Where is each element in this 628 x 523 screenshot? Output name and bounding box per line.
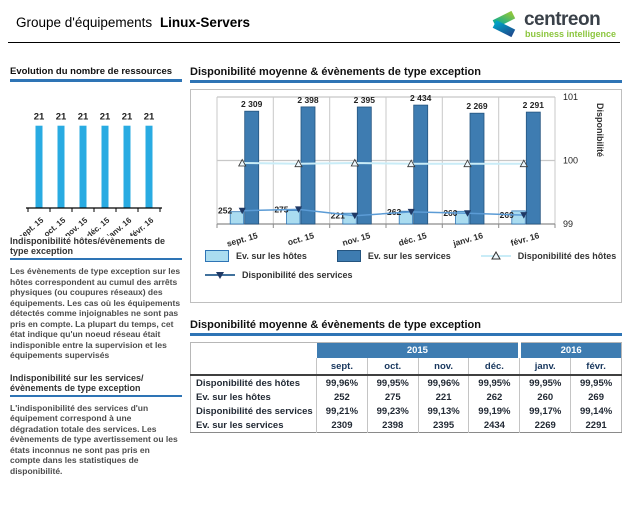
legend-item (481, 250, 617, 262)
row-label: Ev. sur les services (196, 419, 284, 431)
services-bar-value: 2 398 (297, 94, 319, 105)
services-bar-value: 2 269 (466, 101, 488, 112)
table-cell: 99,23% (367, 404, 418, 418)
table-corner-cell (191, 343, 317, 359)
month-header-cell: janv. (520, 358, 571, 375)
centreon-chevron-icon (488, 9, 518, 39)
resource-x-label: janv. 16 (105, 215, 134, 236)
month-header-row (191, 358, 622, 375)
logo-brand: centreon (523, 8, 601, 30)
legend-label: Disponibilité des services (242, 270, 353, 280)
resource-x-label: sept. 15 (16, 215, 46, 236)
x-axis-label: févr. 16 (509, 230, 541, 248)
table-section (190, 319, 622, 433)
table-cell: 252 (317, 390, 368, 404)
table-cell: 275 (367, 390, 418, 404)
table-cell: 2398 (367, 418, 418, 433)
table-row (191, 390, 622, 404)
line-triangle-up (242, 163, 524, 164)
services-bar-value: 2 309 (241, 99, 263, 110)
table-row (191, 418, 622, 433)
services-unavailability-text: L'indisponibilité des services d'un équipement correspond à une dégradation totale des services. Les évènements de type avertissement ou les états inconnus ne sont pas pris en compte dans les statistiques de disponibilité. (10, 402, 178, 476)
hosts-bar-value: 260 (443, 208, 458, 219)
legend-item (337, 250, 451, 262)
resource-bar-value: 21 (99, 111, 111, 123)
availability-table-body (191, 375, 622, 433)
table-cell: 2309 (317, 418, 368, 433)
month-header-cell: févr. (571, 358, 622, 375)
resource-bar-value: 21 (55, 111, 67, 123)
bar-ev-services (470, 113, 484, 224)
availability-table (190, 342, 622, 433)
resource-x-label: déc. 15 (84, 215, 112, 236)
table-cell: 99,95% (520, 375, 571, 390)
right-axis-label: Disponibilité (595, 103, 605, 157)
legend-label: Ev. sur les hôtes (236, 251, 307, 261)
resource-bar-value: 21 (143, 111, 155, 123)
month-header-cell: sept. (317, 358, 368, 375)
x-axis-label: déc. 15 (397, 230, 428, 248)
table-section-title: Disponibilité moyenne & évènements de type exception (190, 319, 622, 336)
resources-bar-chart (10, 84, 182, 236)
table-cell: 99,13% (418, 404, 469, 418)
availability-combo-chart (191, 90, 621, 253)
row-label: Ev. sur les hôtes (196, 391, 271, 403)
right-axis-tick: 100 (563, 155, 579, 166)
table-cell: 2434 (469, 418, 520, 433)
right-axis-tick: 101 (563, 92, 579, 102)
page-title-object: Linux-Servers (159, 15, 250, 30)
hosts-bar-value: 221 (330, 210, 345, 221)
resource-bar (58, 126, 65, 208)
table-cell: 99,95% (571, 375, 622, 390)
year-header-cell: 2015 (317, 343, 520, 359)
table-cell: 99,96% (418, 375, 469, 390)
row-label: Disponibilité des hôtes (196, 377, 300, 389)
table-cell: 2269 (520, 418, 571, 433)
services-bar-value: 2 434 (410, 93, 432, 104)
services-unavailability-heading: Indisponibilité sur les services/ évènements de type exception (10, 373, 182, 397)
header-divider (8, 42, 620, 43)
x-axis-label: nov. 15 (341, 230, 372, 248)
table-cell: 99,17% (520, 404, 571, 418)
table-cell: 99,96% (317, 375, 368, 390)
legend-row (205, 250, 615, 262)
resources-bar-chart-svg (10, 84, 180, 236)
table-row (191, 375, 622, 390)
resource-bar (36, 126, 43, 208)
year-header-row (191, 343, 622, 359)
table-cell: 221 (418, 390, 469, 404)
table-cell: 269 (571, 390, 622, 404)
table-row (191, 404, 622, 418)
bar-ev-services (357, 107, 371, 224)
right-axis-tick: 99 (563, 219, 574, 229)
centreon-logo-text (524, 10, 616, 39)
table-cell: 262 (469, 390, 520, 404)
month-header-cell: nov. (418, 358, 469, 375)
resource-bar-value: 21 (77, 111, 89, 123)
legend-label: Ev. sur les services (367, 251, 451, 261)
availability-table-head (191, 343, 622, 376)
resource-bar (102, 126, 109, 208)
legend-row (205, 269, 615, 281)
table-corner-cell (191, 358, 317, 375)
month-header-cell: déc. (469, 358, 520, 375)
services-bar-value: 2 395 (353, 95, 375, 105)
resource-x-label: févr. 16 (128, 215, 156, 236)
hosts-bar-value: 269 (499, 210, 514, 221)
x-axis-label: janv. 16 (451, 230, 485, 248)
hosts-bar-value: 252 (218, 205, 233, 216)
sidebar (10, 66, 182, 489)
resource-bar-value: 21 (33, 111, 45, 123)
hosts-bar-value: 262 (387, 206, 402, 217)
legend-label: Disponibilité des hôtes (517, 251, 617, 261)
table-cell: 2291 (571, 418, 622, 433)
page-title-prefix: Groupe d'équipements (16, 15, 153, 30)
page-title (16, 15, 250, 30)
chart-legend (205, 250, 615, 288)
table-cell: 99,21% (317, 404, 368, 418)
resource-x-label: oct. 15 (42, 215, 68, 236)
bar-ev-hotes (230, 212, 244, 224)
logo-tagline: business intelligence (524, 28, 616, 39)
year-header-cell: 2016 (520, 343, 622, 359)
resource-bar (80, 126, 87, 208)
x-axis-label: sept. 15 (225, 230, 259, 248)
bar-ev-services (301, 107, 315, 224)
table-cell: 99,19% (469, 404, 520, 418)
availability-combo-chart-svg (191, 90, 621, 248)
bar-ev-services (526, 112, 540, 224)
services-bar-value: 2 291 (522, 100, 544, 111)
resource-bar (146, 126, 153, 208)
availability-chart-panel (190, 89, 622, 303)
resources-chart-title: Evolution du nombre de ressources (10, 66, 182, 82)
resource-bar-value: 21 (121, 111, 133, 123)
bar-ev-services (245, 111, 259, 224)
main-content (190, 66, 622, 433)
legend-item (205, 269, 353, 281)
hosts-unavailability-heading: Indisponibilité hôtes/évènements de type exception (10, 236, 182, 260)
resource-x-label: nov. 15 (62, 215, 90, 236)
row-label: Disponibilité des services (196, 405, 313, 417)
bar-ev-hotes (287, 211, 301, 224)
hosts-bar-value: 275 (274, 204, 289, 215)
table-cell: 99,95% (469, 375, 520, 390)
table-cell: 2395 (418, 418, 469, 433)
hosts-unavailability-text: Les évènements de type exception sur les hôtes correspondent au cumul des arrêts physiques (ou coupures réseaux) des équipements. Les cas où les équipements détectés comme injoignables ne sont pas pris en compte. La plupart du temps, cet état indique qu'un noeud réseau était indisponible entre la supervision et les équipements supervisés (10, 266, 181, 361)
centreon-logo (488, 9, 616, 39)
legend-item (205, 250, 307, 262)
table-cell: 260 (520, 390, 571, 404)
table-cell: 99,95% (367, 375, 418, 390)
resource-bar (124, 126, 131, 208)
table-cell: 99,14% (571, 404, 622, 418)
month-header-cell: oct. (367, 358, 418, 375)
chart-section-title: Disponibilité moyenne & évènements de type exception (190, 66, 622, 83)
x-axis-label: oct. 15 (286, 230, 316, 248)
